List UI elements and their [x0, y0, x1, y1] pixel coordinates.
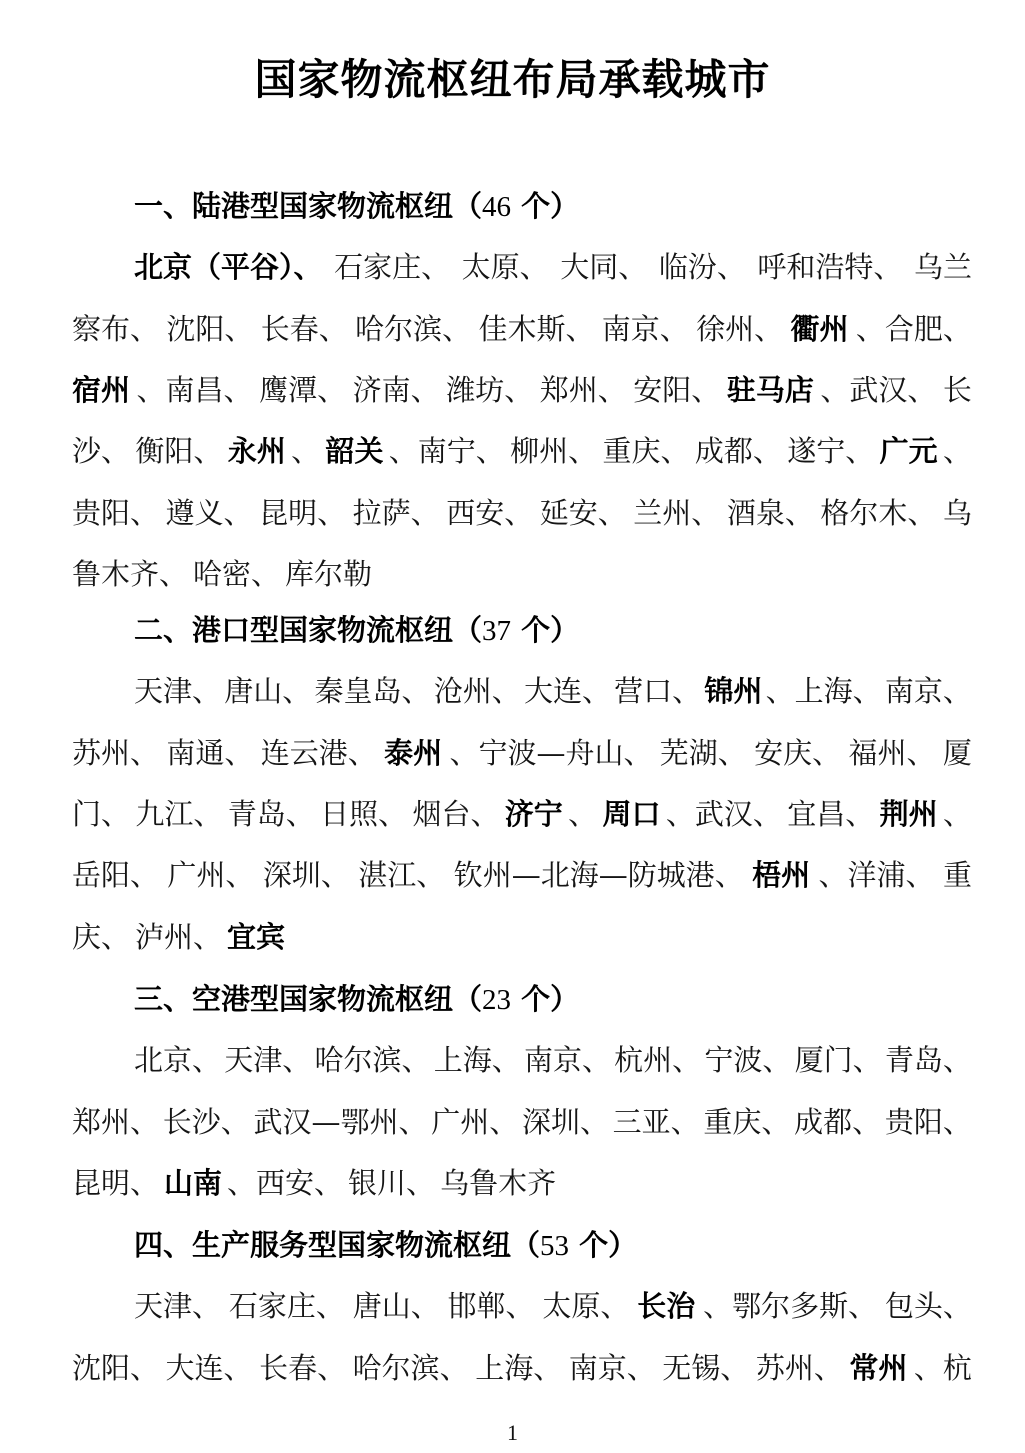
city-name-highlighted: 泰州 — [384, 735, 443, 770]
city-name: 大连、 — [165, 1350, 253, 1385]
city-name: 沙、 — [72, 434, 131, 469]
city-name: 深圳、 — [262, 858, 350, 893]
section-count: 53 — [540, 1230, 570, 1262]
city-name: 成都、 — [694, 434, 782, 469]
section-heading — [134, 608, 579, 652]
city-name: 石家庄、 — [228, 1289, 345, 1324]
section-heading — [134, 977, 579, 1021]
city-list-line — [72, 307, 972, 351]
city-name: 、 — [942, 796, 972, 831]
city-name: 哈尔滨、 — [314, 1043, 431, 1078]
city-name: 芜湖、 — [659, 735, 747, 770]
city-name: 石家庄、 — [334, 250, 451, 285]
section-heading-label: 三、空港型国家物流枢纽（ — [134, 982, 483, 1016]
city-name: 门、 — [72, 796, 131, 831]
city-name-highlighted: 长治 — [637, 1289, 696, 1324]
city-name: 重 — [942, 858, 972, 893]
city-name: 贵阳、 — [884, 1104, 972, 1139]
city-name: 大同、 — [560, 250, 648, 285]
city-name: 乌鲁木齐 — [440, 1165, 557, 1200]
city-name: 三亚、 — [612, 1104, 700, 1139]
city-name: 日照、 — [320, 796, 408, 831]
city-name: 深圳、 — [521, 1104, 609, 1139]
city-name: 乌兰 — [913, 250, 972, 285]
city-name: 格尔木、 — [820, 495, 937, 530]
section-heading-suffix: 个） — [511, 613, 580, 647]
city-name: 宜昌、 — [787, 796, 875, 831]
city-name: 哈尔滨、 — [355, 311, 472, 346]
city-name-highlighted: 衢州 — [790, 311, 849, 346]
city-name: 郑州、 — [539, 372, 627, 407]
city-name-highlighted: 宿州 — [72, 372, 131, 407]
city-list-line — [72, 792, 972, 836]
city-list-line — [134, 245, 972, 289]
city-name: 武汉—鄂州、 — [253, 1104, 428, 1139]
city-name: 贵阳、 — [72, 495, 160, 530]
city-name: 长春、 — [260, 311, 348, 346]
city-name: 安庆、 — [754, 735, 842, 770]
city-list-line — [72, 491, 972, 535]
city-name-highlighted: 北京（平谷）、 — [134, 250, 323, 285]
city-list-line — [134, 1038, 972, 1082]
city-name: 长 — [942, 372, 972, 407]
section-heading-suffix: 个） — [511, 982, 580, 1016]
city-name: 、洋浦、 — [818, 858, 935, 893]
city-name: 邯郸、 — [447, 1289, 535, 1324]
city-name: 、西安、 — [227, 1165, 344, 1200]
city-name-highlighted: 广元 — [879, 434, 938, 469]
city-name: 库尔勒 — [285, 556, 373, 591]
section-heading-label: 一、陆港型国家物流枢纽（ — [134, 189, 483, 223]
city-name: 宁波、 — [704, 1043, 792, 1078]
city-name: 长沙、 — [162, 1104, 250, 1139]
city-name: 太原、 — [542, 1289, 630, 1324]
city-name: 鹰潭、 — [259, 372, 347, 407]
city-name: 成都、 — [794, 1104, 882, 1139]
city-name: 、合肥、 — [855, 311, 972, 346]
city-name: 昆明、 — [72, 1165, 160, 1200]
city-name-highlighted: 周口 — [602, 796, 661, 831]
city-name: 沧州、 — [433, 674, 521, 709]
city-name: 厦门、 — [794, 1043, 882, 1078]
city-name: 湛江、 — [358, 858, 446, 893]
city-name: 、武汉、 — [820, 372, 937, 407]
city-name: 连云港、 — [260, 735, 377, 770]
city-name: 徐州、 — [696, 311, 784, 346]
section-heading-suffix: 个） — [511, 189, 580, 223]
city-list-line — [72, 429, 972, 473]
city-name-highlighted: 永州 — [227, 434, 286, 469]
city-name: 九江、 — [135, 796, 223, 831]
city-name: 天津、 — [224, 1043, 312, 1078]
city-name: 苏州、 — [755, 1350, 843, 1385]
city-name: 南京、 — [884, 674, 972, 709]
city-name-highlighted: 山南 — [164, 1165, 223, 1200]
city-name: 、鄂尔多斯、 — [703, 1289, 878, 1324]
section-heading — [134, 1223, 637, 1267]
city-name: 、南宁、 — [388, 434, 505, 469]
city-list-line — [72, 915, 972, 959]
city-name: 拉萨、 — [352, 495, 440, 530]
section-heading — [134, 184, 579, 228]
city-name: 青岛、 — [227, 796, 315, 831]
city-name-highlighted: 梧州 — [752, 858, 811, 893]
page-number: 1 — [507, 1420, 518, 1445]
city-list-line — [134, 669, 972, 713]
city-name: 天津、 — [134, 674, 222, 709]
city-name: 包头、 — [884, 1289, 972, 1324]
city-name: 兰州、 — [633, 495, 721, 530]
city-name: 鲁木齐、 — [72, 556, 189, 591]
city-name: 、 — [942, 434, 972, 469]
city-name: 、宁波—舟山、 — [449, 735, 653, 770]
city-list-line — [72, 853, 972, 897]
city-name: 无锡、 — [662, 1350, 750, 1385]
city-name: 郑州、 — [72, 1104, 160, 1139]
city-name: 、 — [568, 796, 598, 831]
city-name: 烟台、 — [412, 796, 500, 831]
city-name: 潍坊、 — [446, 372, 534, 407]
city-name: 、 — [291, 434, 321, 469]
city-name-highlighted: 济宁 — [504, 796, 563, 831]
city-list-line — [72, 1346, 972, 1390]
city-name: 庆、 — [72, 919, 131, 954]
document-title: 国家物流枢纽布局承载城市 — [254, 55, 771, 104]
city-name: 济南、 — [352, 372, 440, 407]
city-name: 南京、 — [601, 311, 689, 346]
city-name: 南通、 — [166, 735, 254, 770]
city-name: 长春、 — [259, 1350, 347, 1385]
city-name: 上海、 — [433, 1043, 521, 1078]
city-name: 、上海、 — [765, 674, 882, 709]
city-name: 太原、 — [461, 250, 549, 285]
section-heading-label: 二、港口型国家物流枢纽（ — [134, 613, 483, 647]
city-name: 临汾、 — [658, 250, 746, 285]
city-name: 柳州、 — [510, 434, 598, 469]
city-name: 营口、 — [614, 674, 702, 709]
city-name: 北京、 — [134, 1043, 222, 1078]
city-name: 唐山、 — [352, 1289, 440, 1324]
city-list-line — [72, 552, 972, 596]
city-name: 遂宁、 — [787, 434, 875, 469]
city-name: 银川、 — [348, 1165, 436, 1200]
city-name: 唐山、 — [224, 674, 312, 709]
city-name: 哈尔滨、 — [352, 1350, 469, 1385]
city-list-line — [72, 1161, 972, 1205]
city-name-highlighted: 荆州 — [879, 796, 938, 831]
city-name: 酒泉、 — [726, 495, 814, 530]
city-name: 天津、 — [134, 1289, 222, 1324]
city-name: 福州、 — [848, 735, 936, 770]
section-heading-suffix: 个） — [569, 1228, 638, 1262]
city-name: 、武汉、 — [665, 796, 782, 831]
city-name: 苏州、 — [72, 735, 160, 770]
section-heading-label: 四、生产服务型国家物流枢纽（ — [134, 1228, 541, 1262]
city-name: 、杭 — [913, 1350, 972, 1385]
city-name: 秦皇岛、 — [314, 674, 431, 709]
city-list-line — [134, 1284, 972, 1328]
city-name: 延安、 — [539, 495, 627, 530]
city-name: 呼和浩特、 — [757, 250, 903, 285]
city-name: 杭州、 — [614, 1043, 702, 1078]
city-name-highlighted: 常州 — [849, 1350, 908, 1385]
city-name: 厦 — [942, 735, 972, 770]
city-name: 西安、 — [446, 495, 534, 530]
city-name: 沈阳、 — [166, 311, 254, 346]
city-name: 遵义、 — [165, 495, 253, 530]
city-list-line — [72, 731, 972, 775]
city-name: 昆明、 — [259, 495, 347, 530]
city-list-line — [72, 1100, 972, 1144]
city-name: 察布、 — [72, 311, 160, 346]
city-name-highlighted: 韶关 — [325, 434, 384, 469]
city-name: 哈密、 — [193, 556, 281, 591]
city-name: 重庆、 — [602, 434, 690, 469]
city-name: 、南昌、 — [136, 372, 253, 407]
city-name: 安阳、 — [633, 372, 721, 407]
city-list-line — [72, 368, 972, 412]
city-name: 钦州—北海—防城港、 — [453, 858, 744, 893]
city-name: 广州、 — [167, 858, 255, 893]
city-name: 泸州、 — [135, 919, 223, 954]
section-count: 46 — [482, 191, 512, 223]
city-name-highlighted: 锦州 — [704, 674, 763, 709]
city-name: 青岛、 — [884, 1043, 972, 1078]
city-name: 佳木斯、 — [478, 311, 595, 346]
city-name: 南京、 — [523, 1043, 611, 1078]
city-name-highlighted: 驻马店 — [726, 372, 814, 407]
city-name-highlighted: 宜宾 — [227, 919, 286, 954]
city-name: 广州、 — [431, 1104, 519, 1139]
city-name: 沈阳、 — [72, 1350, 160, 1385]
city-name: 岳阳、 — [72, 858, 160, 893]
city-name: 上海、 — [475, 1350, 563, 1385]
section-count: 23 — [482, 984, 512, 1016]
city-name: 南京、 — [568, 1350, 656, 1385]
section-count: 37 — [482, 615, 512, 647]
city-name: 乌 — [942, 495, 972, 530]
city-name: 重庆、 — [703, 1104, 791, 1139]
city-name: 衡阳、 — [135, 434, 223, 469]
city-name: 大连、 — [523, 674, 611, 709]
